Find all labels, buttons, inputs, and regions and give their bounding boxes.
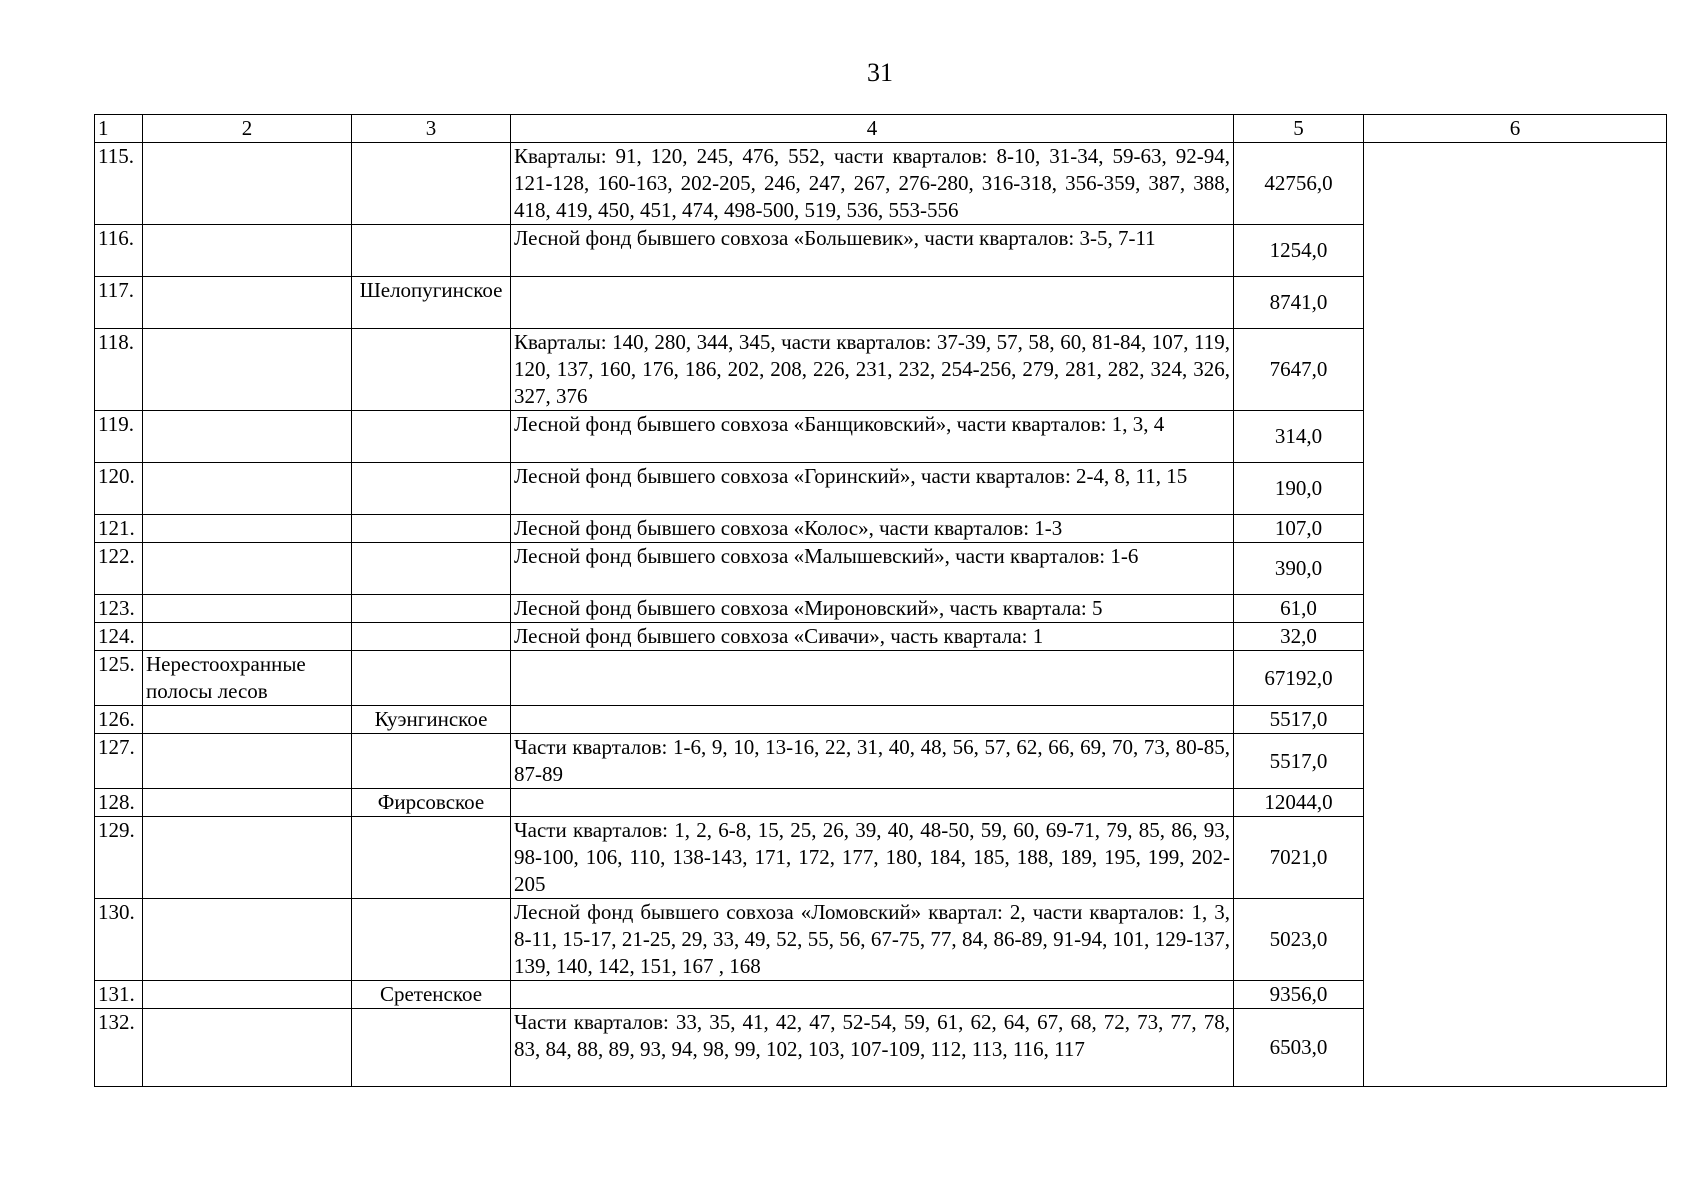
header-cell: 4 [511,115,1234,143]
description-cell: Кварталы: 140, 280, 344, 345, части кварталов: 37-39, 57, 58, 60, 81-84, 107, 119, 120, 137, 160, 176, 186, 202, 208, 226, 231, 232, 254-256, 279, 281, 282, 324, 326, 327, 376 [511,329,1234,411]
category-cell [143,789,352,817]
area-cell: 190,0 [1234,463,1364,515]
category-cell [143,277,352,329]
row-number-cell: 127. [95,734,143,789]
category-cell [143,411,352,463]
row-number-cell: 123. [95,595,143,623]
description-cell [511,981,1234,1009]
area-cell: 7021,0 [1234,817,1364,899]
forestry-cell [352,543,511,595]
header-row [95,115,1667,143]
row-number-cell: 116. [95,225,143,277]
description-cell [511,651,1234,706]
description-cell: Части кварталов: 1-6, 9, 10, 13-16, 22, 31, 40, 48, 56, 57, 62, 66, 69, 70, 73, 80-85, 87-89 [511,734,1234,789]
description-cell [511,277,1234,329]
description-cell: Части кварталов: 33, 35, 41, 42, 47, 52-54, 59, 61, 62, 64, 67, 68, 72, 73, 77, 78, 83, 84, 88, 89, 93, 94, 98, 99, 102, 103, 107-109, 112, 113, 116, 117 [511,1009,1234,1087]
forestry-cell [352,411,511,463]
forestry-cell: Сретенское [352,981,511,1009]
area-cell: 107,0 [1234,515,1364,543]
category-cell [143,543,352,595]
area-cell: 390,0 [1234,543,1364,595]
row-number-cell: 125. [95,651,143,706]
description-cell: Лесной фонд бывшего совхоза «Большевик», части кварталов: 3-5, 7-11 [511,225,1234,277]
category-cell [143,515,352,543]
row-number-cell: 128. [95,789,143,817]
forestry-cell: Куэнгинское [352,706,511,734]
area-cell: 5023,0 [1234,899,1364,981]
header-cell: 6 [1364,115,1667,143]
row-number-cell: 119. [95,411,143,463]
forestry-cell [352,463,511,515]
description-cell: Лесной фонд бывшего совхоза «Ломовский» квартал: 2, части кварталов: 1, 3, 8-11, 15-17, 21-25, 29, 33, 49, 52, 55, 56, 67-75, 77, 84, 86-89, 91-94, 101, 129-137, 139, 140, 142, 151, 167 , 168 [511,899,1234,981]
category-cell [143,981,352,1009]
forestry-cell [352,623,511,651]
row-number-cell: 121. [95,515,143,543]
row-number-cell: 118. [95,329,143,411]
forestry-cell [352,143,511,225]
area-cell: 9356,0 [1234,981,1364,1009]
category-cell [143,143,352,225]
area-cell: 32,0 [1234,623,1364,651]
category-cell [143,1009,352,1087]
row-number-cell: 126. [95,706,143,734]
category-cell [143,706,352,734]
category-cell: Нерестоохранные полосы лесов [143,651,352,706]
header-cell: 3 [352,115,511,143]
row-number-cell: 117. [95,277,143,329]
header-cell: 2 [143,115,352,143]
forestry-cell [352,225,511,277]
forestry-cell [352,515,511,543]
description-cell: Лесной фонд бывшего совхоза «Горинский», части кварталов: 2-4, 8, 11, 15 [511,463,1234,515]
description-cell: Кварталы: 91, 120, 245, 476, 552, части кварталов: 8-10, 31-34, 59-63, 92-94, 121-128, 160-163, 202-205, 246, 247, 267, 276-280, 316-318, 356-359, 387, 388, 418, 419, 450, 451, 474, 498-500, 519, 536, 553-556 [511,143,1234,225]
area-cell: 67192,0 [1234,651,1364,706]
category-cell [143,817,352,899]
area-cell: 5517,0 [1234,734,1364,789]
data-table [94,114,1667,1087]
row-number-cell: 129. [95,817,143,899]
description-cell: Лесной фонд бывшего совхоза «Банщиковский», части кварталов: 1, 3, 4 [511,411,1234,463]
description-cell: Лесной фонд бывшего совхоза «Мироновский», часть квартала: 5 [511,595,1234,623]
category-cell [143,623,352,651]
forestry-cell [352,734,511,789]
description-cell [511,789,1234,817]
forestry-cell [352,1009,511,1087]
description-cell [511,706,1234,734]
row-number-cell: 120. [95,463,143,515]
description-cell: Лесной фонд бывшего совхоза «Малышевский», части кварталов: 1-6 [511,543,1234,595]
header-cell: 1 [95,115,143,143]
forestry-cell: Шелопугинское [352,277,511,329]
area-cell: 5517,0 [1234,706,1364,734]
category-cell [143,899,352,981]
area-cell: 314,0 [1234,411,1364,463]
row-number-cell: 124. [95,623,143,651]
page-number: 31 [867,58,893,87]
table-row [95,143,1667,225]
description-cell: Лесной фонд бывшего совхоза «Колос», части кварталов: 1-3 [511,515,1234,543]
row-number-cell: 132. [95,1009,143,1087]
forestry-cell [352,817,511,899]
row-number-cell: 130. [95,899,143,981]
area-cell: 12044,0 [1234,789,1364,817]
description-cell: Части кварталов: 1, 2, 6-8, 15, 25, 26, 39, 40, 48-50, 59, 60, 69-71, 79, 85, 86, 93, 98-100, 106, 110, 138-143, 171, 172, 177, 180, 184, 185, 188, 189, 195, 199, 202-205 [511,817,1234,899]
forestry-cell: Фирсовское [352,789,511,817]
category-cell [143,329,352,411]
area-cell: 7647,0 [1234,329,1364,411]
row-number-cell: 115. [95,143,143,225]
category-cell [143,225,352,277]
forestry-cell [352,329,511,411]
area-cell: 1254,0 [1234,225,1364,277]
row-number-cell: 122. [95,543,143,595]
category-cell [143,463,352,515]
description-cell: Лесной фонд бывшего совхоза «Сивачи», часть квартала: 1 [511,623,1234,651]
area-cell: 42756,0 [1234,143,1364,225]
category-cell [143,595,352,623]
header-cell: 5 [1234,115,1364,143]
area-cell: 6503,0 [1234,1009,1364,1087]
forestry-cell [352,899,511,981]
category-cell [143,734,352,789]
area-cell: 8741,0 [1234,277,1364,329]
forestry-cell [352,595,511,623]
notes-cell [1364,143,1667,1087]
row-number-cell: 131. [95,981,143,1009]
area-cell: 61,0 [1234,595,1364,623]
forestry-cell [352,651,511,706]
